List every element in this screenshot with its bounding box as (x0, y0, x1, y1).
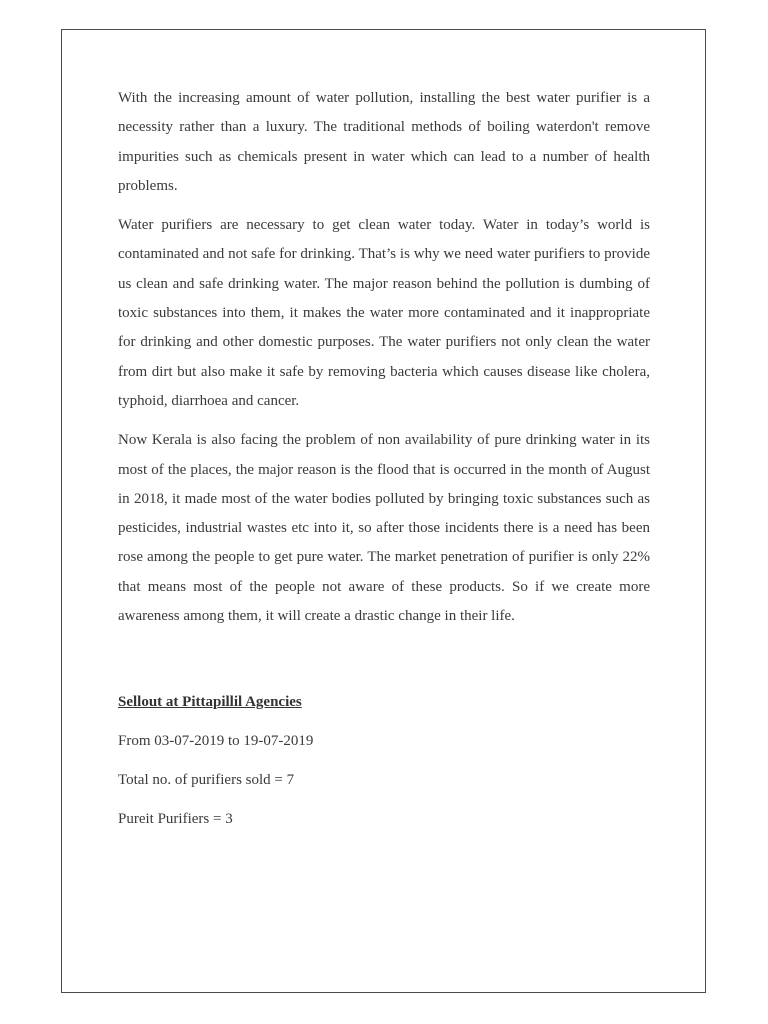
paragraph-kerala-situation: Now Kerala is also facing the problem of non availability of pure drinking water in its most of the places, the major reason is the flood that is occurred in the month of August in 2018, it made most of the water bodies polluted by bringing toxic substances such as pesticides, industrial wastes etc into it, so after those incidents there is a need has been rose among the people to get pure water. The market penetration of purifier is only 22% that means most of the people not aware of these products. So if we create more awareness among them, it will create a drastic change in their life. (118, 432, 650, 625)
sellout-total-sold: Total no. of purifiers sold = 7 (118, 772, 295, 789)
sellout-pureit-count: Pureit Purifiers = 3 (118, 811, 233, 828)
sellout-heading: Sellout at Pittapillil Agencies (118, 694, 302, 711)
paragraph-need-for-purifiers: Water purifiers are necessary to get clean water today. Water in today’s world is contaminated and not safe for drinking. That’s is why we need water purifiers to provide us clean and safe drinking water. The major reason behind the pollution is dumbing of toxic substances into them, it makes the water more contaminated and it inappropriate for drinking and other domestic purposes. The water purifiers not only clean the water from dirt but also make it safe by removing bacteria which causes disease like cholera, typhoid, diarrhoea and cancer. (118, 217, 650, 409)
paragraph-water-pollution: With the increasing amount of water pollution, installing the best water purifier is a necessity rather than a luxury. The traditional methods of boiling waterdon't remove impurities such as chemicals present in water which can lead to a number of health problems. (118, 90, 650, 194)
document-page (61, 29, 706, 993)
page-content (118, 84, 650, 829)
sellout-period: From 03-07-2019 to 19-07-2019 (118, 733, 314, 750)
